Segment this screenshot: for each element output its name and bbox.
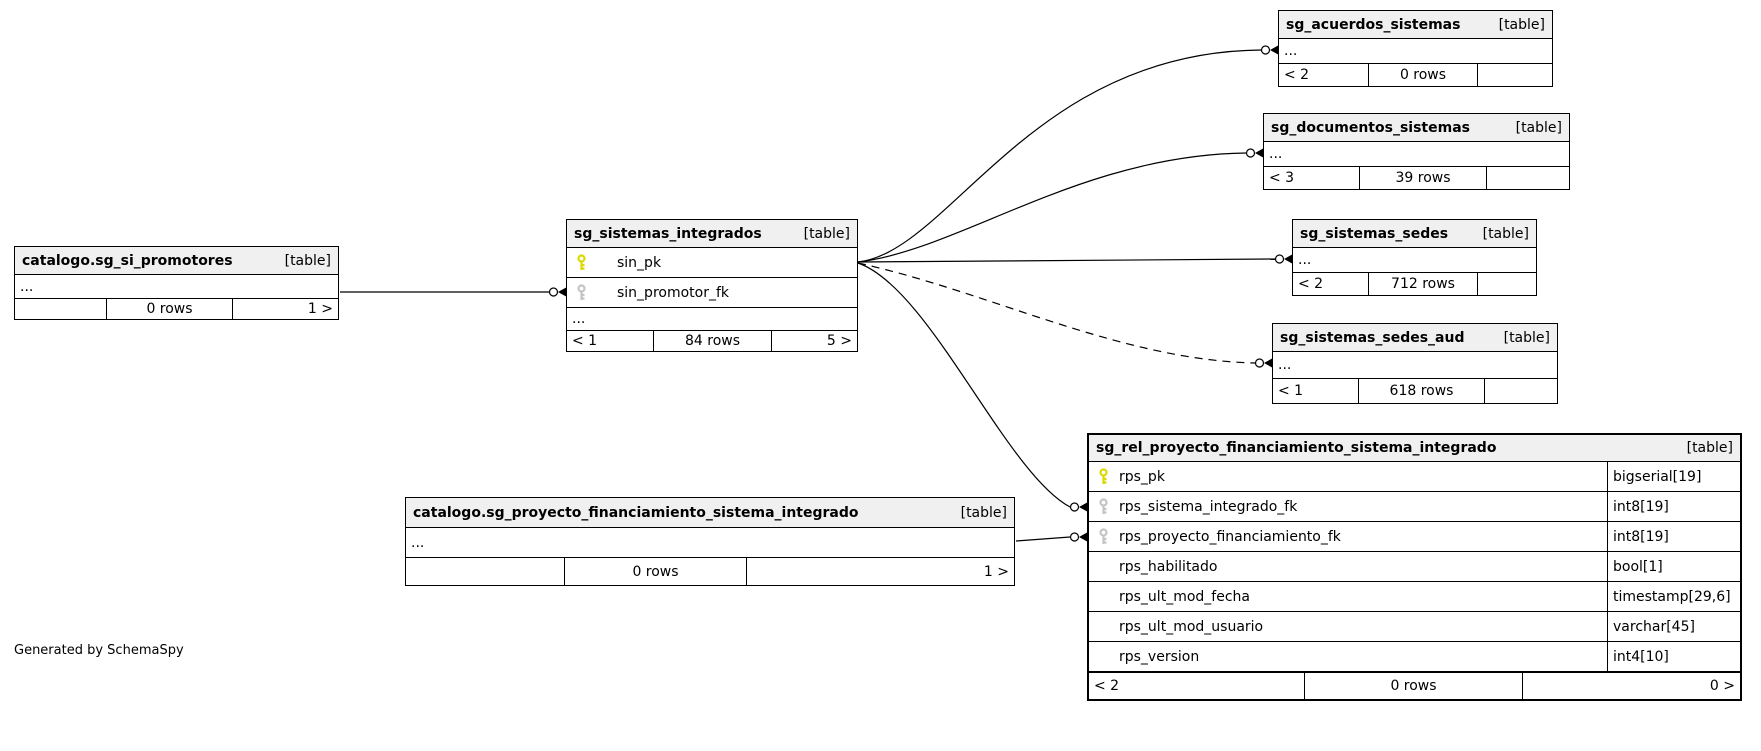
footer-related-from <box>406 558 564 585</box>
column-row-sin-promotor-fk[interactable] <box>567 278 857 308</box>
footer-related-from: < 2 <box>1284 67 1310 83</box>
table-header[interactable] <box>567 220 857 248</box>
table-box-sg-sistemas-sedes <box>1292 219 1537 296</box>
table-footer <box>1273 378 1557 403</box>
table-title[interactable]: sg_sistemas_sedes <box>1300 225 1449 242</box>
footer-row-count: 712 rows <box>1368 273 1477 295</box>
column-row-rps-version[interactable] <box>1089 642 1740 672</box>
table-tag: [table] <box>960 504 1007 521</box>
footer-related-to: 1 > <box>232 299 338 319</box>
primary-key-icon <box>1098 468 1109 486</box>
column-name: rps_ult_mod_fecha <box>1119 588 1250 605</box>
table-box-sg-proyecto-financiamiento-sistema-integrado <box>405 497 1015 586</box>
table-box-sg-acuerdos-sistemas <box>1278 10 1553 87</box>
column-row-rps-sistema-integrado-fk[interactable] <box>1089 492 1740 522</box>
column-name: rps_pk <box>1119 468 1165 485</box>
column-name: rps_version <box>1119 648 1200 665</box>
table-title[interactable]: catalogo.sg_si_promotores <box>22 252 233 269</box>
table-tag: [table] <box>1515 119 1562 136</box>
column-row-rps-ult-mod-usuario[interactable] <box>1089 612 1740 642</box>
table-header[interactable] <box>1264 114 1569 142</box>
table-footer <box>406 557 1014 585</box>
footer-related-to <box>1477 64 1552 86</box>
table-footer <box>1293 272 1536 295</box>
relationship-line <box>858 254 1293 264</box>
primary-key-icon <box>576 254 587 272</box>
column-row-rps-ult-mod-fecha[interactable] <box>1089 582 1740 612</box>
columns-ellipsis: ... <box>20 278 34 295</box>
column-name: rps_ult_mod_usuario <box>1119 618 1264 635</box>
columns-ellipsis: ... <box>572 311 586 327</box>
column-type: timestamp[29,6] <box>1607 582 1740 611</box>
table-tag: [table] <box>1503 329 1550 346</box>
table-tag: [table] <box>284 252 331 269</box>
table-title[interactable]: sg_documentos_sistemas <box>1271 119 1470 136</box>
column-name: rps_proyecto_financiamiento_fk <box>1119 528 1341 545</box>
column-type: int8[19] <box>1607 522 1740 551</box>
table-box-sg-sistemas-integrados <box>566 219 858 352</box>
table-tag: [table] <box>1686 440 1733 456</box>
footer-row-count: 618 rows <box>1358 379 1484 403</box>
column-row-rps-pk[interactable] <box>1089 462 1740 492</box>
relationship-line <box>858 148 1264 262</box>
column-row-sin-pk[interactable] <box>567 248 857 278</box>
footer-related-from: < 1 <box>572 333 598 349</box>
columns-ellipsis: ... <box>1298 252 1312 268</box>
table-box-sg-sistemas-sedes-aud <box>1272 323 1558 404</box>
column-name: sin_promotor_fk <box>617 284 730 301</box>
footer-related-to: 1 > <box>746 558 1014 585</box>
table-footer <box>567 330 857 351</box>
table-tag: [table] <box>803 225 850 242</box>
table-header[interactable] <box>1293 220 1536 248</box>
column-row-rps-habilitado[interactable] <box>1089 552 1740 582</box>
table-header[interactable] <box>15 247 338 275</box>
footer-row-count: 0 rows <box>106 299 232 319</box>
footer-related-from: < 2 <box>1298 276 1324 292</box>
table-title[interactable]: sg_sistemas_integrados <box>574 225 762 242</box>
column-type: varchar[45] <box>1607 612 1740 641</box>
column-row-rps-proyecto-financiamiento-fk[interactable] <box>1089 522 1740 552</box>
table-title[interactable]: catalogo.sg_proyecto_financiamiento_sistema_integrado <box>413 504 859 521</box>
table-box-sg-rel-proyecto-financiamiento-sistema-integrado <box>1087 433 1742 701</box>
footer-row-count: 0 rows <box>1368 64 1477 86</box>
footer-related-to <box>1477 273 1536 295</box>
table-tag: [table] <box>1498 16 1545 33</box>
table-header[interactable] <box>1279 11 1552 39</box>
table-header[interactable] <box>1273 324 1557 352</box>
table-footer <box>1089 672 1740 699</box>
column-type: bigserial[19] <box>1607 462 1740 491</box>
foreign-key-icon <box>1098 498 1109 516</box>
table-box-sg-si-promotores <box>14 246 339 320</box>
column-type: int4[10] <box>1607 642 1740 671</box>
relationship-line <box>340 287 567 297</box>
footer-related-from <box>15 299 106 319</box>
footer-related-to <box>1484 379 1557 403</box>
table-footer <box>15 298 338 319</box>
footer-related-to: 0 > <box>1522 673 1740 699</box>
foreign-key-icon <box>576 284 587 302</box>
column-name: rps_habilitado <box>1119 558 1218 575</box>
foreign-key-icon <box>1098 528 1109 546</box>
table-title[interactable]: sg_sistemas_sedes_aud <box>1280 329 1465 346</box>
relationship-line <box>1016 532 1088 542</box>
table-header[interactable] <box>406 498 1014 528</box>
columns-ellipsis: ... <box>1284 43 1298 59</box>
footer-row-count: 0 rows <box>564 558 746 585</box>
footer-row-count: 84 rows <box>653 331 771 351</box>
footer-related-to: 5 > <box>771 331 857 351</box>
column-type: int8[19] <box>1607 492 1740 521</box>
table-title[interactable]: sg_acuerdos_sistemas <box>1286 16 1461 33</box>
table-tag: [table] <box>1482 225 1529 242</box>
footer-related-from: < 3 <box>1269 170 1295 186</box>
footer-row-count: 39 rows <box>1359 167 1486 189</box>
footer-row-count: 0 rows <box>1304 673 1522 699</box>
column-name: sin_pk <box>617 254 662 271</box>
column-type: bool[1] <box>1607 552 1740 581</box>
column-name: rps_sistema_integrado_fk <box>1119 498 1298 515</box>
footer-related-from: < 2 <box>1094 678 1120 694</box>
columns-ellipsis: ... <box>411 534 425 551</box>
table-header[interactable] <box>1089 435 1740 462</box>
footer-related-from: < 1 <box>1278 383 1304 399</box>
footer-related-to <box>1486 167 1569 189</box>
columns-ellipsis: ... <box>1269 146 1283 162</box>
table-title[interactable]: sg_rel_proyecto_financiamiento_sistema_integrado <box>1096 440 1497 456</box>
columns-ellipsis: ... <box>1278 357 1292 373</box>
relationship-line <box>858 45 1279 262</box>
table-footer <box>1279 63 1552 86</box>
generated-by-note: Generated by SchemaSpy <box>14 643 184 658</box>
table-footer <box>1264 166 1569 189</box>
relationship-line <box>858 263 1088 512</box>
table-box-sg-documentos-sistemas <box>1263 113 1570 190</box>
